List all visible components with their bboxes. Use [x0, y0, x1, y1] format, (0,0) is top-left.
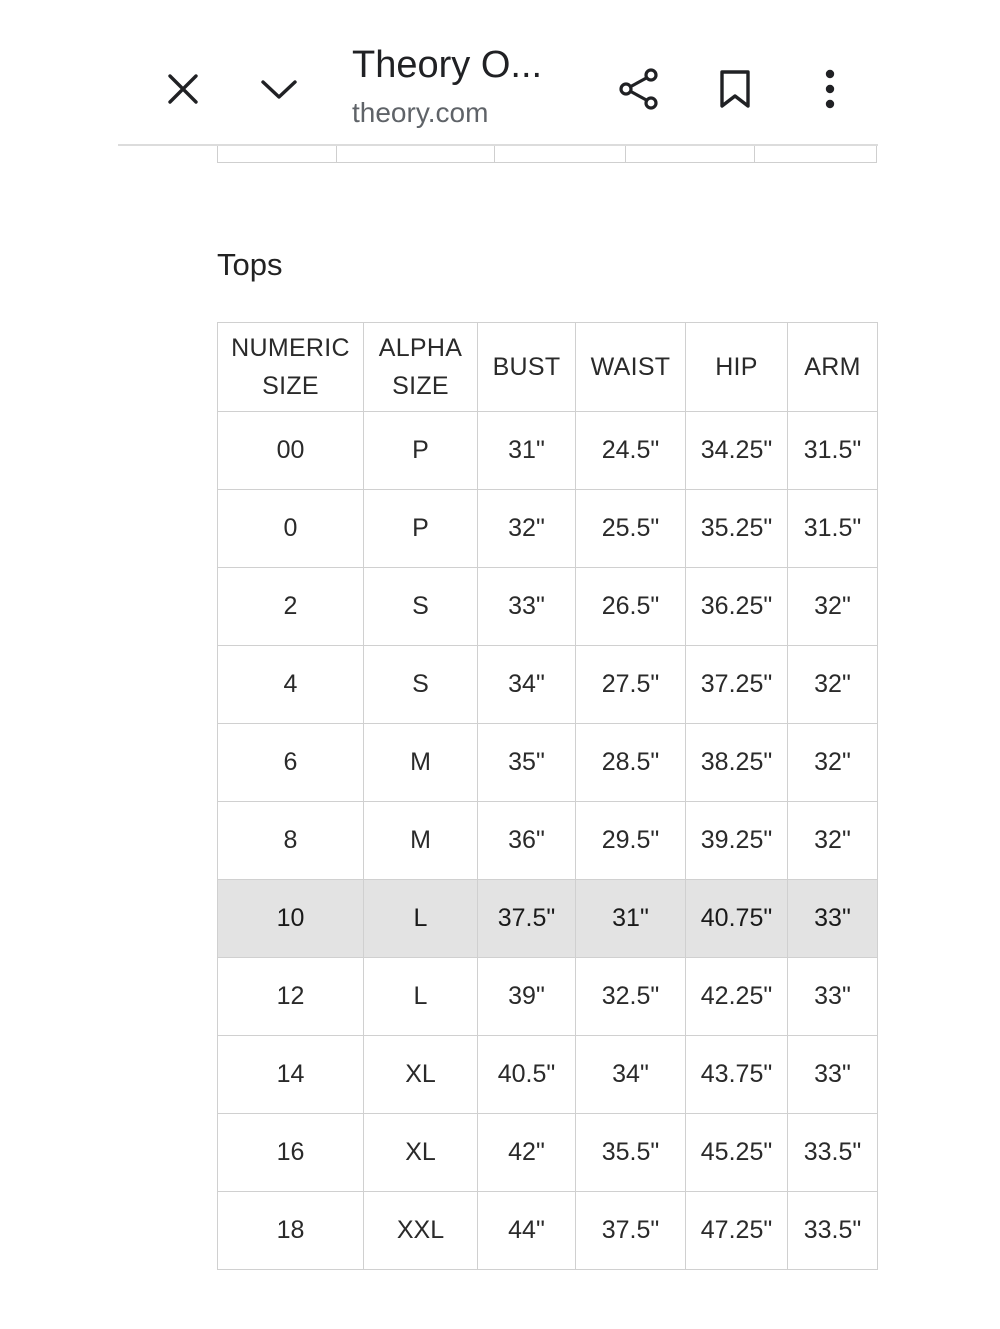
cell-waist: 25.5" [576, 490, 686, 568]
cell-hip: 37.25" [686, 646, 788, 724]
more-options-button[interactable] [802, 61, 858, 117]
table-row [218, 1114, 878, 1192]
cell-bust: 33" [478, 568, 576, 646]
table-row [218, 1192, 878, 1270]
share-icon [617, 67, 661, 111]
cell-bust: 34" [478, 646, 576, 724]
cell-arm: 32" [788, 724, 878, 802]
cell-waist: 32.5" [576, 958, 686, 1036]
cell-hip: 38.25" [686, 724, 788, 802]
cell-alpha-size: XL [364, 1114, 478, 1192]
cell-alpha-size: L [364, 880, 478, 958]
cell-hip: 36.25" [686, 568, 788, 646]
table-header-row [218, 323, 878, 412]
bookmark-icon [718, 69, 752, 109]
cell-bust: 31" [478, 412, 576, 490]
table-row [218, 724, 878, 802]
top-app-bar [0, 0, 1000, 146]
column-header-waist: WAIST [576, 323, 686, 412]
cell-numeric-size: 10 [218, 880, 364, 958]
cell-alpha-size: XL [364, 1036, 478, 1114]
more-vert-icon [823, 69, 837, 109]
close-button[interactable] [155, 61, 211, 117]
cell-alpha-size: P [364, 490, 478, 568]
cell-alpha-size: M [364, 724, 478, 802]
cell-hip: 43.75" [686, 1036, 788, 1114]
cell-waist: 31" [576, 880, 686, 958]
cell-arm: 31.5" [788, 490, 878, 568]
column-header-hip: HIP [686, 323, 788, 412]
cell-waist: 24.5" [576, 412, 686, 490]
column-header-arm: ARM [788, 323, 878, 412]
cell-hip: 39.25" [686, 802, 788, 880]
cell-bust: 40.5" [478, 1036, 576, 1114]
chevron-down-icon [259, 77, 299, 101]
cell-hip: 45.25" [686, 1114, 788, 1192]
cell-arm: 32" [788, 646, 878, 724]
share-button[interactable] [611, 61, 667, 117]
cell-bust: 32" [478, 490, 576, 568]
cell-arm: 33" [788, 1036, 878, 1114]
cell-numeric-size: 00 [218, 412, 364, 490]
table-row [218, 880, 878, 958]
table-row [218, 568, 878, 646]
collapse-button[interactable] [251, 61, 307, 117]
column-header-numeric-size: NUMERIC SIZE [218, 323, 364, 412]
cell-alpha-size: L [364, 958, 478, 1036]
cell-arm: 32" [788, 802, 878, 880]
cell-numeric-size: 16 [218, 1114, 364, 1192]
page-title-block [352, 40, 582, 132]
cell-bust: 42" [478, 1114, 576, 1192]
cell-alpha-size: XXL [364, 1192, 478, 1270]
cell-numeric-size: 6 [218, 724, 364, 802]
table-row [218, 958, 878, 1036]
cell-numeric-size: 0 [218, 490, 364, 568]
previous-table-bottom-edge [217, 146, 877, 163]
cell-bust: 39" [478, 958, 576, 1036]
column-header-alpha-size: ALPHA SIZE [364, 323, 478, 412]
table-row [218, 412, 878, 490]
cell-hip: 42.25" [686, 958, 788, 1036]
cell-alpha-size: S [364, 568, 478, 646]
table-row [218, 490, 878, 568]
table-row [218, 646, 878, 724]
cell-numeric-size: 18 [218, 1192, 364, 1270]
cell-arm: 33" [788, 880, 878, 958]
cell-numeric-size: 12 [218, 958, 364, 1036]
cell-bust: 35" [478, 724, 576, 802]
cell-arm: 33.5" [788, 1114, 878, 1192]
cell-arm: 31.5" [788, 412, 878, 490]
cell-hip: 35.25" [686, 490, 788, 568]
cell-bust: 37.5" [478, 880, 576, 958]
bookmark-button[interactable] [707, 61, 763, 117]
cell-hip: 47.25" [686, 1192, 788, 1270]
cell-numeric-size: 8 [218, 802, 364, 880]
size-chart-table [217, 322, 878, 1270]
cell-bust: 44" [478, 1192, 576, 1270]
cell-waist: 37.5" [576, 1192, 686, 1270]
cell-waist: 29.5" [576, 802, 686, 880]
table-row [218, 1036, 878, 1114]
table-row [218, 802, 878, 880]
cell-hip: 40.75" [686, 880, 788, 958]
cell-arm: 33.5" [788, 1192, 878, 1270]
cell-waist: 28.5" [576, 724, 686, 802]
cell-alpha-size: S [364, 646, 478, 724]
cell-arm: 33" [788, 958, 878, 1036]
cell-waist: 26.5" [576, 568, 686, 646]
cell-bust: 36" [478, 802, 576, 880]
cell-waist: 34" [576, 1036, 686, 1114]
column-header-bust: BUST [478, 323, 576, 412]
cell-alpha-size: M [364, 802, 478, 880]
cell-hip: 34.25" [686, 412, 788, 490]
cell-waist: 35.5" [576, 1114, 686, 1192]
cell-numeric-size: 4 [218, 646, 364, 724]
page-title: Theory O... [352, 44, 543, 86]
close-icon [166, 72, 200, 106]
cell-numeric-size: 2 [218, 568, 364, 646]
cell-arm: 32" [788, 568, 878, 646]
page-domain: theory.com [352, 97, 489, 128]
cell-numeric-size: 14 [218, 1036, 364, 1114]
cell-waist: 27.5" [576, 646, 686, 724]
section-heading-tops: Tops [217, 247, 283, 282]
cell-alpha-size: P [364, 412, 478, 490]
